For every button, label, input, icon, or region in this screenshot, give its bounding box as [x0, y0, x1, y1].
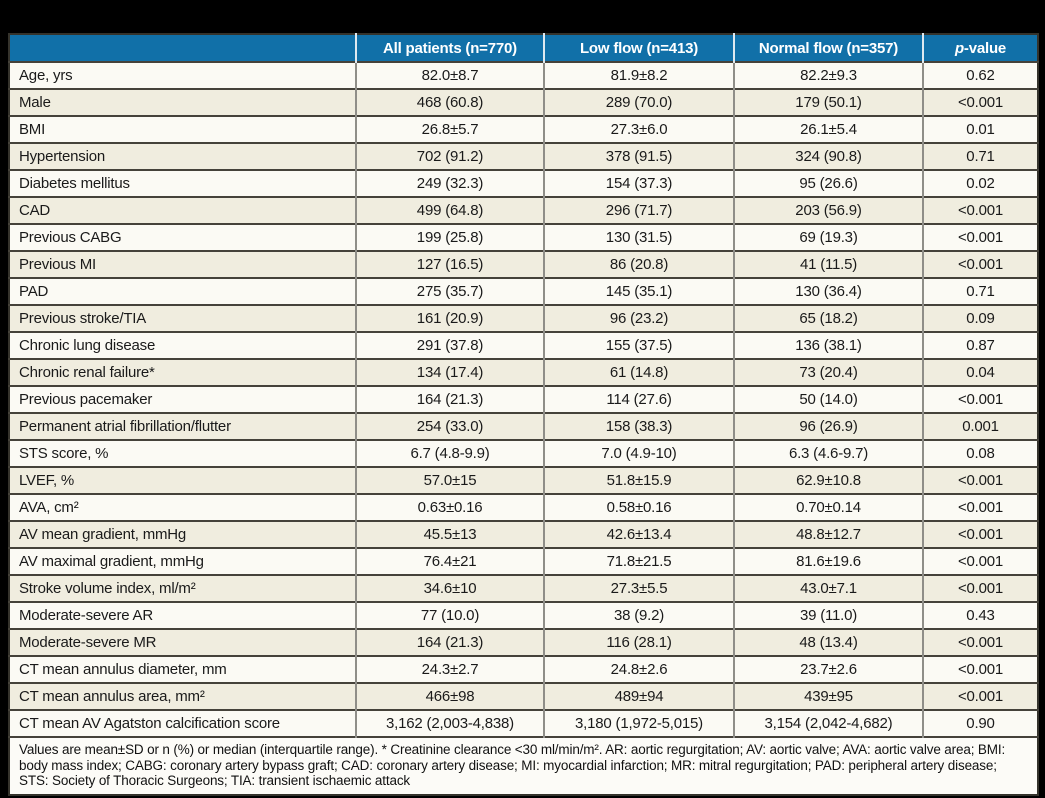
- cell-all-patients: 466±98: [356, 683, 544, 710]
- row-label: CAD: [9, 197, 356, 224]
- cell-normal-flow: 65 (18.2): [734, 305, 923, 332]
- table-row: [9, 467, 1038, 494]
- cell-all-patients: 57.0±15: [356, 467, 544, 494]
- cell-p-value: <0.001: [923, 251, 1038, 278]
- cell-normal-flow: 39 (11.0): [734, 602, 923, 629]
- cell-p-value: <0.001: [923, 656, 1038, 683]
- row-label: AV maximal gradient, mmHg: [9, 548, 356, 575]
- cell-all-patients: 164 (21.3): [356, 386, 544, 413]
- row-label: CT mean annulus diameter, mm: [9, 656, 356, 683]
- cell-all-patients: 702 (91.2): [356, 143, 544, 170]
- row-label: Chronic renal failure*: [9, 359, 356, 386]
- cell-normal-flow: 73 (20.4): [734, 359, 923, 386]
- cell-all-patients: 77 (10.0): [356, 602, 544, 629]
- cell-p-value: <0.001: [923, 89, 1038, 116]
- cell-low-flow: 155 (37.5): [544, 332, 734, 359]
- cell-normal-flow: 130 (36.4): [734, 278, 923, 305]
- row-label: Hypertension: [9, 143, 356, 170]
- cell-p-value: 0.71: [923, 278, 1038, 305]
- cell-normal-flow: 43.0±7.1: [734, 575, 923, 602]
- cell-all-patients: 161 (20.9): [356, 305, 544, 332]
- cell-p-value: <0.001: [923, 629, 1038, 656]
- cell-low-flow: 114 (27.6): [544, 386, 734, 413]
- cell-all-patients: 468 (60.8): [356, 89, 544, 116]
- table-row: [9, 710, 1038, 737]
- row-label: Permanent atrial fibrillation/flutter: [9, 413, 356, 440]
- row-label: AV mean gradient, mmHg: [9, 521, 356, 548]
- cell-all-patients: 249 (32.3): [356, 170, 544, 197]
- cell-all-patients: 3,162 (2,003-4,838): [356, 710, 544, 737]
- header-empty-cell: [9, 34, 356, 62]
- cell-normal-flow: 50 (14.0): [734, 386, 923, 413]
- header-p-value: [923, 34, 1038, 62]
- cell-p-value: <0.001: [923, 494, 1038, 521]
- cell-normal-flow: 324 (90.8): [734, 143, 923, 170]
- row-label: Previous pacemaker: [9, 386, 356, 413]
- table-row: [9, 251, 1038, 278]
- cell-p-value: <0.001: [923, 575, 1038, 602]
- table-row: [9, 62, 1038, 89]
- cell-normal-flow: 3,154 (2,042-4,682): [734, 710, 923, 737]
- row-label: Previous CABG: [9, 224, 356, 251]
- table-row: [9, 602, 1038, 629]
- cell-low-flow: 42.6±13.4: [544, 521, 734, 548]
- cell-all-patients: 24.3±2.7: [356, 656, 544, 683]
- table-row: [9, 629, 1038, 656]
- p-value-rest: -value: [963, 39, 1007, 57]
- header-low-flow: Low flow (n=413): [544, 34, 734, 62]
- table-row: [9, 224, 1038, 251]
- header-row: [9, 34, 1038, 62]
- cell-all-patients: 134 (17.4): [356, 359, 544, 386]
- table-row: [9, 575, 1038, 602]
- cell-low-flow: 296 (71.7): [544, 197, 734, 224]
- cell-all-patients: 164 (21.3): [356, 629, 544, 656]
- cell-p-value: 0.62: [923, 62, 1038, 89]
- table-row: [9, 683, 1038, 710]
- table-row: [9, 413, 1038, 440]
- cell-normal-flow: 95 (26.6): [734, 170, 923, 197]
- row-label: Moderate-severe MR: [9, 629, 356, 656]
- cell-all-patients: 275 (35.7): [356, 278, 544, 305]
- cell-low-flow: 81.9±8.2: [544, 62, 734, 89]
- row-label: Stroke volume index, ml/m²: [9, 575, 356, 602]
- cell-low-flow: 71.8±21.5: [544, 548, 734, 575]
- cell-low-flow: 378 (91.5): [544, 143, 734, 170]
- cell-normal-flow: 203 (56.9): [734, 197, 923, 224]
- table-body: [9, 62, 1038, 737]
- row-label: Chronic lung disease: [9, 332, 356, 359]
- cell-normal-flow: 82.2±9.3: [734, 62, 923, 89]
- header-all-patients: All patients (n=770): [356, 34, 544, 62]
- footnote-row: [9, 737, 1038, 795]
- cell-p-value: 0.43: [923, 602, 1038, 629]
- table-row: [9, 305, 1038, 332]
- cell-p-value: 0.71: [923, 143, 1038, 170]
- cell-low-flow: 24.8±2.6: [544, 656, 734, 683]
- cell-p-value: 0.01: [923, 116, 1038, 143]
- figure-table: [8, 33, 1037, 796]
- cell-p-value: <0.001: [923, 386, 1038, 413]
- cell-p-value: 0.90: [923, 710, 1038, 737]
- row-label: Moderate-severe AR: [9, 602, 356, 629]
- table-row: [9, 143, 1038, 170]
- cell-low-flow: 116 (28.1): [544, 629, 734, 656]
- row-label: PAD: [9, 278, 356, 305]
- cell-all-patients: 34.6±10: [356, 575, 544, 602]
- cell-all-patients: 82.0±8.7: [356, 62, 544, 89]
- table-row: [9, 359, 1038, 386]
- row-label: CT mean annulus area, mm²: [9, 683, 356, 710]
- table-row: [9, 656, 1038, 683]
- cell-normal-flow: 136 (38.1): [734, 332, 923, 359]
- cell-low-flow: 3,180 (1,972-5,015): [544, 710, 734, 737]
- row-label: BMI: [9, 116, 356, 143]
- cell-low-flow: 51.8±15.9: [544, 467, 734, 494]
- cell-normal-flow: 6.3 (4.6-9.7): [734, 440, 923, 467]
- cell-low-flow: 289 (70.0): [544, 89, 734, 116]
- cell-normal-flow: 62.9±10.8: [734, 467, 923, 494]
- table-row: [9, 521, 1038, 548]
- cell-low-flow: 96 (23.2): [544, 305, 734, 332]
- cell-all-patients: 0.63±0.16: [356, 494, 544, 521]
- p-value-italic-p: p: [954, 39, 964, 57]
- cell-normal-flow: 23.7±2.6: [734, 656, 923, 683]
- cell-normal-flow: 179 (50.1): [734, 89, 923, 116]
- cell-low-flow: 38 (9.2): [544, 602, 734, 629]
- cell-low-flow: 0.58±0.16: [544, 494, 734, 521]
- cell-p-value: 0.87: [923, 332, 1038, 359]
- row-label: Diabetes mellitus: [9, 170, 356, 197]
- table-row: [9, 89, 1038, 116]
- patient-characteristics-table: [8, 33, 1039, 796]
- row-label: Previous stroke/TIA: [9, 305, 356, 332]
- cell-p-value: 0.04: [923, 359, 1038, 386]
- table-footnote: Values are mean±SD or n (%) or median (interquartile range). * Creatinine clearance <30 ml/min/m². AR: aortic regurgitation; AV: aortic valve; AVA: aortic valve area; BMI: body mass index; CABG: coronary artery bypass graft; CAD: coronary artery disease; MI: myocardial infarction; MR: mitral regurgitation; PAD: peripheral artery disease; STS: Society of Thoracic Surgeons; TIA: transient ischaemic attack: [9, 737, 1038, 795]
- cell-all-patients: 26.8±5.7: [356, 116, 544, 143]
- cell-low-flow: 61 (14.8): [544, 359, 734, 386]
- cell-p-value: <0.001: [923, 467, 1038, 494]
- header-normal-flow: Normal flow (n=357): [734, 34, 923, 62]
- cell-low-flow: 154 (37.3): [544, 170, 734, 197]
- cell-p-value: <0.001: [923, 548, 1038, 575]
- table-row: [9, 548, 1038, 575]
- cell-p-value: <0.001: [923, 521, 1038, 548]
- cell-all-patients: 254 (33.0): [356, 413, 544, 440]
- cell-all-patients: 45.5±13: [356, 521, 544, 548]
- cell-p-value: 0.09: [923, 305, 1038, 332]
- table-row: [9, 332, 1038, 359]
- row-label: CT mean AV Agatston calcification score: [9, 710, 356, 737]
- cell-normal-flow: 48.8±12.7: [734, 521, 923, 548]
- table-row: [9, 197, 1038, 224]
- cell-normal-flow: 0.70±0.14: [734, 494, 923, 521]
- table-row: [9, 278, 1038, 305]
- cell-low-flow: 27.3±6.0: [544, 116, 734, 143]
- table-row: [9, 386, 1038, 413]
- cell-low-flow: 489±94: [544, 683, 734, 710]
- row-label: STS score, %: [9, 440, 356, 467]
- cell-low-flow: 7.0 (4.9-10): [544, 440, 734, 467]
- row-label: Previous MI: [9, 251, 356, 278]
- cell-normal-flow: 41 (11.5): [734, 251, 923, 278]
- row-label: Male: [9, 89, 356, 116]
- cell-all-patients: 199 (25.8): [356, 224, 544, 251]
- table-row: [9, 170, 1038, 197]
- cell-all-patients: 76.4±21: [356, 548, 544, 575]
- cell-low-flow: 86 (20.8): [544, 251, 734, 278]
- cell-all-patients: 127 (16.5): [356, 251, 544, 278]
- cell-normal-flow: 439±95: [734, 683, 923, 710]
- cell-p-value: 0.02: [923, 170, 1038, 197]
- cell-p-value: <0.001: [923, 197, 1038, 224]
- cell-p-value: <0.001: [923, 683, 1038, 710]
- cell-low-flow: 145 (35.1): [544, 278, 734, 305]
- cell-normal-flow: 26.1±5.4: [734, 116, 923, 143]
- table-row: [9, 494, 1038, 521]
- row-label: AVA, cm²: [9, 494, 356, 521]
- cell-normal-flow: 48 (13.4): [734, 629, 923, 656]
- table-row: [9, 440, 1038, 467]
- cell-low-flow: 130 (31.5): [544, 224, 734, 251]
- row-label: LVEF, %: [9, 467, 356, 494]
- cell-p-value: 0.08: [923, 440, 1038, 467]
- cell-p-value: 0.001: [923, 413, 1038, 440]
- cell-normal-flow: 96 (26.9): [734, 413, 923, 440]
- cell-all-patients: 6.7 (4.8-9.9): [356, 440, 544, 467]
- cell-all-patients: 499 (64.8): [356, 197, 544, 224]
- table-row: [9, 116, 1038, 143]
- cell-all-patients: 291 (37.8): [356, 332, 544, 359]
- cell-low-flow: 158 (38.3): [544, 413, 734, 440]
- cell-p-value: <0.001: [923, 224, 1038, 251]
- row-label: Age, yrs: [9, 62, 356, 89]
- cell-normal-flow: 69 (19.3): [734, 224, 923, 251]
- cell-low-flow: 27.3±5.5: [544, 575, 734, 602]
- cell-normal-flow: 81.6±19.6: [734, 548, 923, 575]
